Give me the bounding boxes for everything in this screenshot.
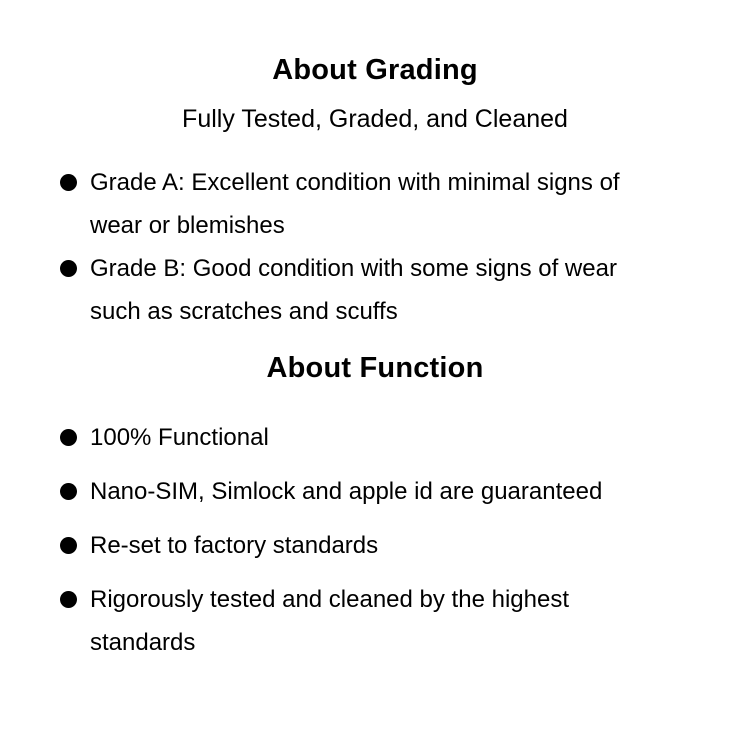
bullet-icon bbox=[60, 260, 77, 277]
grading-bullet-list bbox=[0, 161, 750, 333]
grading-section-title: About Grading bbox=[272, 54, 478, 86]
function-bullet-list bbox=[0, 416, 750, 664]
bullet-icon bbox=[60, 483, 77, 500]
function-section-title: About Function bbox=[266, 352, 484, 384]
function-bullet-functional: 100% Functional bbox=[90, 424, 269, 451]
list-item bbox=[60, 524, 650, 567]
list-item bbox=[60, 161, 650, 247]
function-bullet-factory-reset: Re-set to factory standards bbox=[90, 532, 379, 559]
bullet-icon bbox=[60, 429, 77, 446]
list-item bbox=[60, 416, 650, 459]
function-bullet-tested: Rigorously tested and cleaned by the highest standards bbox=[90, 586, 569, 656]
function-bullet-sim: Nano-SIM, Simlock and apple id are guaranteed bbox=[90, 478, 603, 505]
grading-bullet-grade-a: Grade A: Excellent condition with minimal signs of wear or blemishes bbox=[90, 169, 620, 239]
grading-bullet-grade-b: Grade B: Good condition with some signs of wear such as scratches and scuffs bbox=[90, 255, 617, 325]
list-item bbox=[60, 578, 650, 664]
bullet-icon bbox=[60, 591, 77, 608]
grading-subtitle: Fully Tested, Graded, and Cleaned bbox=[182, 105, 568, 133]
bullet-icon bbox=[60, 174, 77, 191]
list-item bbox=[60, 470, 650, 513]
list-item bbox=[60, 247, 650, 333]
bullet-icon bbox=[60, 537, 77, 554]
